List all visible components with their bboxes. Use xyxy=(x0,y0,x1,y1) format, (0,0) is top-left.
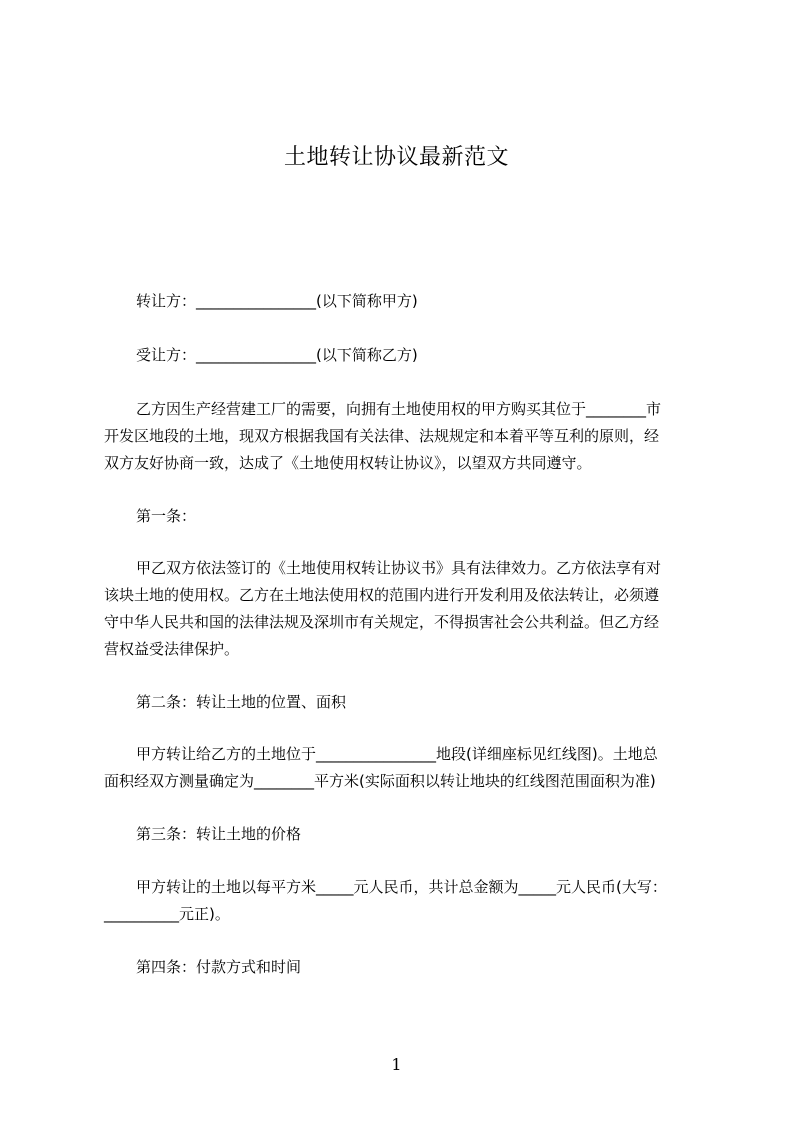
article-4-heading: 第四条：付款方式和时间 xyxy=(136,958,302,976)
page-number: 1 xyxy=(391,1055,402,1074)
intro-paragraph-line: 开发区地段的土地，现双方根据我国有关法律、法规规定和本着平等互利的原则，经 xyxy=(104,427,660,445)
transferor-line: 转让方：________________(以下简称甲方) xyxy=(136,292,418,310)
article-2-body-line: 面积经双方测量确定为________平方米(实际面积以转让地块的红线图范围面积为准) xyxy=(104,772,656,790)
article-1-body-line: 营权益受法律保护。 xyxy=(104,640,240,658)
article-2-heading: 第二条：转让土地的位置、面积 xyxy=(136,693,347,711)
intro-paragraph-line: 双方友好协商一致，达成了《土地使用权转让协议》，以望双方共同遵守。 xyxy=(104,454,592,472)
article-2-body-line: 甲方转让给乙方的土地位于________________地段(详细座标见红线图)。土地总 xyxy=(136,745,658,763)
transferee-line: 受让方：________________(以下简称乙方) xyxy=(136,346,418,364)
article-1-body-line: 该块土地的使用权。乙方在土地法使用权的范围内进行开发利用及依法转让，必须遵 xyxy=(104,586,660,604)
article-1-body-line: 甲乙双方依法签订的《土地使用权转让协议书》具有法律效力。乙方依法享有对 xyxy=(136,559,662,577)
intro-paragraph-line: 乙方因生产经营建工厂的需要，向拥有土地使用权的甲方购买其位于________市 xyxy=(136,400,662,418)
article-3-heading: 第三条：转让土地的价格 xyxy=(136,825,302,843)
article-3-body-line: __________元正)。 xyxy=(104,905,230,923)
article-1-body-line: 守中华人民共和国的法律法规及深圳市有关规定，不得损害社会公共利益。但乙方经 xyxy=(104,613,660,631)
article-1-heading: 第一条： xyxy=(136,507,197,525)
document-title: 土地转让协议最新范文 xyxy=(283,145,509,170)
article-3-body-line: 甲方转让的土地以每平方米_____元人民币，共计总金额为_____元人民币(大写： xyxy=(136,878,667,896)
